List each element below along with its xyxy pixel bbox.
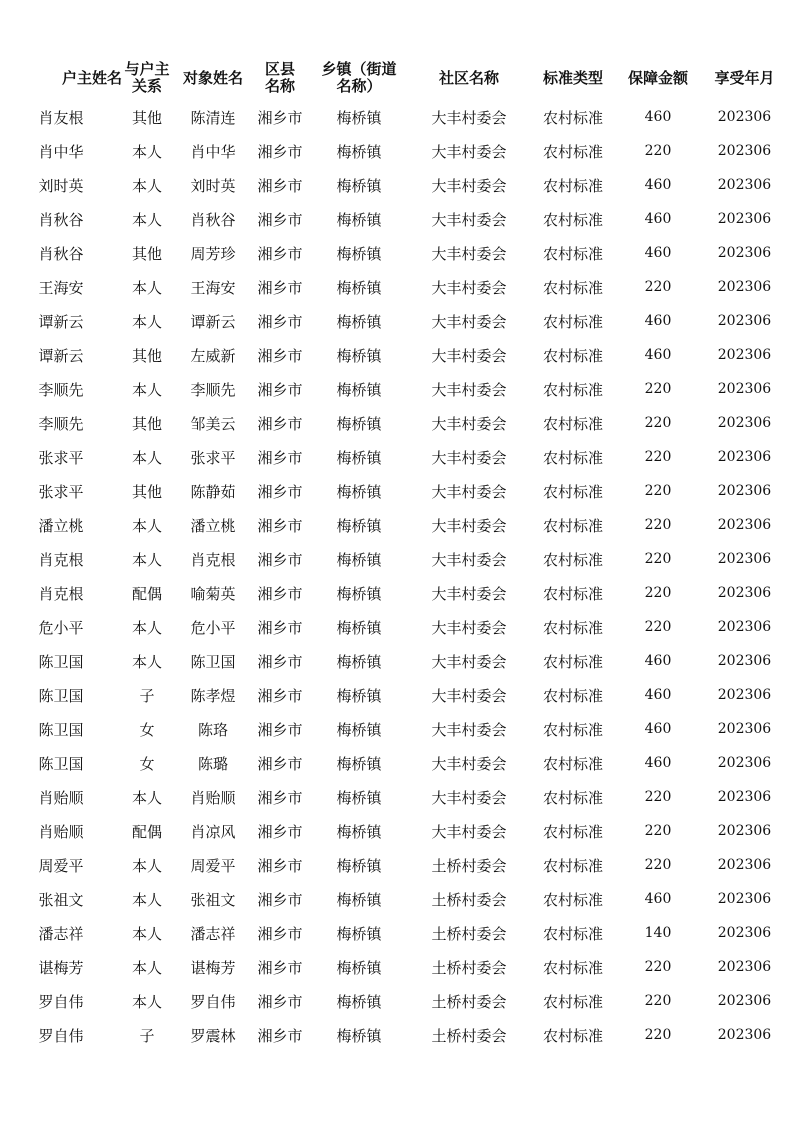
cell-beneficiary-name: 张祖文 (190, 890, 236, 909)
cell-benefit-month: 202306 (717, 687, 772, 703)
cell-household-head-name: 张求平 (38, 448, 84, 467)
cell-household-head-name: 肖友根 (38, 108, 84, 127)
cell-benefit-month: 202306 (717, 959, 772, 975)
cell-benefit-month: 202306 (717, 1027, 772, 1043)
cell-relation-to-head: 本人 (131, 312, 162, 331)
cell-standard-type: 农村标准 (542, 686, 603, 705)
cell-relation-to-head: 其他 (131, 346, 162, 365)
cell-township-name: 梅桥镇 (336, 720, 382, 739)
cell-benefit-amount: 220 (644, 143, 672, 159)
cell-county-name: 湘乡市 (257, 754, 303, 773)
column-header-relation-to-head: 与户主 关系 (124, 60, 170, 95)
cell-benefit-month: 202306 (717, 721, 772, 737)
cell-standard-type: 农村标准 (542, 584, 603, 603)
column-header-community-name: 社区名称 (438, 68, 499, 87)
table-row (0, 712, 793, 746)
cell-standard-type: 农村标准 (542, 210, 603, 229)
cell-county-name: 湘乡市 (257, 618, 303, 637)
cell-beneficiary-name: 肖凉风 (190, 822, 236, 841)
cell-community-name: 大丰村委会 (431, 720, 507, 739)
cell-benefit-month: 202306 (717, 619, 772, 635)
cell-county-name: 湘乡市 (257, 686, 303, 705)
cell-community-name: 大丰村委会 (431, 652, 507, 671)
cell-household-head-name: 罗自伟 (38, 992, 84, 1011)
table-row (0, 304, 793, 338)
cell-township-name: 梅桥镇 (336, 108, 382, 127)
cell-beneficiary-name: 左威新 (190, 346, 236, 365)
table-row (0, 372, 793, 406)
cell-household-head-name: 李顺先 (38, 414, 84, 433)
cell-standard-type: 农村标准 (542, 822, 603, 841)
table-row (0, 746, 793, 780)
cell-county-name: 湘乡市 (257, 380, 303, 399)
cell-benefit-amount: 460 (644, 891, 672, 907)
cell-beneficiary-name: 陈珞 (197, 720, 228, 739)
cell-beneficiary-name: 肖贻顺 (190, 788, 236, 807)
cell-community-name: 大丰村委会 (431, 788, 507, 807)
table-row (0, 202, 793, 236)
cell-county-name: 湘乡市 (257, 1026, 303, 1045)
cell-household-head-name: 周爱平 (38, 856, 84, 875)
cell-household-head-name: 谭新云 (38, 312, 84, 331)
cell-county-name: 湘乡市 (257, 448, 303, 467)
cell-benefit-amount: 220 (644, 1027, 672, 1043)
cell-benefit-amount: 140 (644, 925, 672, 941)
cell-household-head-name: 肖贻顺 (38, 822, 84, 841)
cell-benefit-amount: 460 (644, 721, 672, 737)
cell-county-name: 湘乡市 (257, 788, 303, 807)
cell-standard-type: 农村标准 (542, 856, 603, 875)
cell-relation-to-head: 配偶 (131, 822, 162, 841)
cell-standard-type: 农村标准 (542, 924, 603, 943)
cell-community-name: 土桥村委会 (431, 958, 507, 977)
table-row (0, 236, 793, 270)
cell-standard-type: 农村标准 (542, 482, 603, 501)
table-row (0, 576, 793, 610)
cell-standard-type: 农村标准 (542, 992, 603, 1011)
cell-beneficiary-name: 陈卫国 (190, 652, 236, 671)
cell-benefit-amount: 220 (644, 517, 672, 533)
cell-beneficiary-name: 罗震林 (190, 1026, 236, 1045)
cell-beneficiary-name: 李顺先 (190, 380, 236, 399)
cell-county-name: 湘乡市 (257, 516, 303, 535)
cell-benefit-month: 202306 (717, 789, 772, 805)
cell-relation-to-head: 本人 (131, 448, 162, 467)
cell-county-name: 湘乡市 (257, 550, 303, 569)
cell-household-head-name: 肖中华 (38, 142, 84, 161)
cell-relation-to-head: 本人 (131, 176, 162, 195)
cell-community-name: 大丰村委会 (431, 550, 507, 569)
cell-relation-to-head: 本人 (131, 142, 162, 161)
cell-benefit-amount: 220 (644, 619, 672, 635)
cell-household-head-name: 肖克根 (38, 550, 84, 569)
cell-community-name: 大丰村委会 (431, 142, 507, 161)
cell-township-name: 梅桥镇 (336, 244, 382, 263)
cell-beneficiary-name: 刘时英 (190, 176, 236, 195)
cell-relation-to-head: 其他 (131, 482, 162, 501)
cell-county-name: 湘乡市 (257, 312, 303, 331)
cell-benefit-amount: 460 (644, 245, 672, 261)
cell-community-name: 大丰村委会 (431, 210, 507, 229)
cell-township-name: 梅桥镇 (336, 856, 382, 875)
table-body (0, 100, 793, 1052)
cell-benefit-month: 202306 (717, 755, 772, 771)
cell-community-name: 大丰村委会 (431, 686, 507, 705)
cell-relation-to-head: 本人 (131, 992, 162, 1011)
cell-community-name: 土桥村委会 (431, 856, 507, 875)
cell-county-name: 湘乡市 (257, 890, 303, 909)
cell-standard-type: 农村标准 (542, 278, 603, 297)
cell-county-name: 湘乡市 (257, 822, 303, 841)
cell-benefit-amount: 220 (644, 483, 672, 499)
cell-standard-type: 农村标准 (542, 516, 603, 535)
cell-county-name: 湘乡市 (257, 720, 303, 739)
cell-standard-type: 农村标准 (542, 1026, 603, 1045)
cell-community-name: 大丰村委会 (431, 754, 507, 773)
cell-county-name: 湘乡市 (257, 278, 303, 297)
cell-household-head-name: 陈卫国 (38, 754, 84, 773)
cell-relation-to-head: 子 (139, 1026, 155, 1045)
cell-beneficiary-name: 周芳珍 (190, 244, 236, 263)
cell-relation-to-head: 本人 (131, 618, 162, 637)
cell-relation-to-head: 子 (139, 686, 155, 705)
cell-household-head-name: 刘时英 (38, 176, 84, 195)
cell-county-name: 湘乡市 (257, 856, 303, 875)
cell-relation-to-head: 女 (139, 720, 155, 739)
cell-standard-type: 农村标准 (542, 958, 603, 977)
cell-beneficiary-name: 危小平 (190, 618, 236, 637)
table-row (0, 678, 793, 712)
cell-community-name: 大丰村委会 (431, 414, 507, 433)
cell-community-name: 大丰村委会 (431, 516, 507, 535)
column-header-benefit-amount: 保障金额 (627, 68, 688, 87)
cell-beneficiary-name: 王海安 (190, 278, 236, 297)
cell-relation-to-head: 本人 (131, 890, 162, 909)
cell-standard-type: 农村标准 (542, 346, 603, 365)
cell-standard-type: 农村标准 (542, 108, 603, 127)
cell-community-name: 大丰村委会 (431, 108, 507, 127)
column-header-beneficiary-name: 对象姓名 (182, 68, 243, 87)
cell-community-name: 土桥村委会 (431, 992, 507, 1011)
cell-community-name: 大丰村委会 (431, 244, 507, 263)
cell-county-name: 湘乡市 (257, 584, 303, 603)
cell-household-head-name: 陈卫国 (38, 652, 84, 671)
cell-county-name: 湘乡市 (257, 958, 303, 977)
cell-township-name: 梅桥镇 (336, 890, 382, 909)
cell-beneficiary-name: 周爱平 (190, 856, 236, 875)
cell-benefit-amount: 460 (644, 347, 672, 363)
cell-beneficiary-name: 喻菊英 (190, 584, 236, 603)
cell-standard-type: 农村标准 (542, 414, 603, 433)
table-row (0, 882, 793, 916)
cell-township-name: 梅桥镇 (336, 176, 382, 195)
cell-county-name: 湘乡市 (257, 652, 303, 671)
column-header-benefit-month: 享受年月 (714, 68, 775, 87)
column-header-standard-type: 标准类型 (542, 68, 603, 87)
cell-beneficiary-name: 邹美云 (190, 414, 236, 433)
cell-household-head-name: 潘立桃 (38, 516, 84, 535)
cell-benefit-month: 202306 (717, 177, 772, 193)
cell-community-name: 大丰村委会 (431, 312, 507, 331)
cell-township-name: 梅桥镇 (336, 584, 382, 603)
cell-benefit-month: 202306 (717, 449, 772, 465)
cell-township-name: 梅桥镇 (336, 380, 382, 399)
column-header-county-name: 区县 名称 (264, 60, 295, 95)
cell-township-name: 梅桥镇 (336, 924, 382, 943)
cell-beneficiary-name: 肖秋谷 (190, 210, 236, 229)
cell-benefit-month: 202306 (717, 313, 772, 329)
cell-standard-type: 农村标准 (542, 550, 603, 569)
cell-benefit-month: 202306 (717, 585, 772, 601)
cell-relation-to-head: 本人 (131, 516, 162, 535)
cell-community-name: 大丰村委会 (431, 380, 507, 399)
cell-beneficiary-name: 谌梅芳 (190, 958, 236, 977)
table-row (0, 644, 793, 678)
cell-community-name: 土桥村委会 (431, 890, 507, 909)
cell-township-name: 梅桥镇 (336, 958, 382, 977)
cell-benefit-month: 202306 (717, 483, 772, 499)
table-row (0, 848, 793, 882)
table-row (0, 440, 793, 474)
cell-relation-to-head: 其他 (131, 108, 162, 127)
cell-township-name: 梅桥镇 (336, 788, 382, 807)
cell-household-head-name: 陈卫国 (38, 686, 84, 705)
cell-community-name: 大丰村委会 (431, 176, 507, 195)
cell-benefit-month: 202306 (717, 857, 772, 873)
table-row (0, 474, 793, 508)
cell-township-name: 梅桥镇 (336, 448, 382, 467)
cell-beneficiary-name: 潘立桃 (190, 516, 236, 535)
cell-community-name: 土桥村委会 (431, 1026, 507, 1045)
table-row (0, 1018, 793, 1052)
cell-standard-type: 农村标准 (542, 448, 603, 467)
cell-household-head-name: 肖克根 (38, 584, 84, 603)
cell-relation-to-head: 本人 (131, 924, 162, 943)
cell-county-name: 湘乡市 (257, 992, 303, 1011)
cell-township-name: 梅桥镇 (336, 482, 382, 501)
cell-community-name: 大丰村委会 (431, 618, 507, 637)
cell-standard-type: 农村标准 (542, 720, 603, 739)
cell-community-name: 土桥村委会 (431, 924, 507, 943)
cell-county-name: 湘乡市 (257, 210, 303, 229)
cell-benefit-amount: 220 (644, 381, 672, 397)
cell-standard-type: 农村标准 (542, 618, 603, 637)
cell-benefit-amount: 220 (644, 823, 672, 839)
cell-household-head-name: 张祖文 (38, 890, 84, 909)
cell-beneficiary-name: 陈清连 (190, 108, 236, 127)
cell-relation-to-head: 本人 (131, 380, 162, 399)
table-row (0, 168, 793, 202)
cell-benefit-month: 202306 (717, 143, 772, 159)
cell-county-name: 湘乡市 (257, 244, 303, 263)
cell-household-head-name: 王海安 (38, 278, 84, 297)
table-row (0, 984, 793, 1018)
column-header-township-name: 乡镇（街道 名称） (321, 60, 397, 95)
cell-relation-to-head: 本人 (131, 210, 162, 229)
cell-benefit-month: 202306 (717, 347, 772, 363)
cell-township-name: 梅桥镇 (336, 210, 382, 229)
cell-benefit-amount: 220 (644, 279, 672, 295)
cell-benefit-month: 202306 (717, 279, 772, 295)
cell-relation-to-head: 其他 (131, 414, 162, 433)
header-row (0, 56, 793, 100)
cell-township-name: 梅桥镇 (336, 1026, 382, 1045)
cell-township-name: 梅桥镇 (336, 992, 382, 1011)
table-row (0, 270, 793, 304)
cell-relation-to-head: 本人 (131, 856, 162, 875)
cell-benefit-month: 202306 (717, 109, 772, 125)
cell-household-head-name: 危小平 (38, 618, 84, 637)
cell-benefit-amount: 220 (644, 857, 672, 873)
cell-county-name: 湘乡市 (257, 142, 303, 161)
cell-community-name: 大丰村委会 (431, 482, 507, 501)
cell-household-head-name: 陈卫国 (38, 720, 84, 739)
table-row (0, 508, 793, 542)
cell-beneficiary-name: 谭新云 (190, 312, 236, 331)
cell-benefit-amount: 220 (644, 551, 672, 567)
cell-relation-to-head: 本人 (131, 278, 162, 297)
cell-household-head-name: 谌梅芳 (38, 958, 84, 977)
cell-county-name: 湘乡市 (257, 346, 303, 365)
cell-benefit-month: 202306 (717, 381, 772, 397)
table-row (0, 100, 793, 134)
table-row (0, 134, 793, 168)
cell-benefit-amount: 220 (644, 415, 672, 431)
cell-relation-to-head: 本人 (131, 788, 162, 807)
cell-beneficiary-name: 肖中华 (190, 142, 236, 161)
cell-standard-type: 农村标准 (542, 244, 603, 263)
cell-county-name: 湘乡市 (257, 924, 303, 943)
cell-township-name: 梅桥镇 (336, 822, 382, 841)
table-row (0, 610, 793, 644)
cell-benefit-month: 202306 (717, 993, 772, 1009)
cell-township-name: 梅桥镇 (336, 618, 382, 637)
cell-household-head-name: 李顺先 (38, 380, 84, 399)
cell-relation-to-head: 本人 (131, 550, 162, 569)
cell-relation-to-head: 其他 (131, 244, 162, 263)
cell-benefit-month: 202306 (717, 551, 772, 567)
cell-household-head-name: 肖贻顺 (38, 788, 84, 807)
cell-county-name: 湘乡市 (257, 414, 303, 433)
cell-township-name: 梅桥镇 (336, 516, 382, 535)
cell-benefit-amount: 220 (644, 993, 672, 1009)
cell-relation-to-head: 本人 (131, 958, 162, 977)
cell-benefit-amount: 460 (644, 313, 672, 329)
cell-household-head-name: 罗自伟 (38, 1026, 84, 1045)
cell-benefit-amount: 460 (644, 755, 672, 771)
cell-benefit-amount: 220 (644, 789, 672, 805)
table-row (0, 916, 793, 950)
cell-standard-type: 农村标准 (542, 380, 603, 399)
cell-township-name: 梅桥镇 (336, 278, 382, 297)
cell-community-name: 大丰村委会 (431, 346, 507, 365)
cell-standard-type: 农村标准 (542, 142, 603, 161)
cell-standard-type: 农村标准 (542, 890, 603, 909)
cell-township-name: 梅桥镇 (336, 312, 382, 331)
cell-benefit-month: 202306 (717, 891, 772, 907)
table-row (0, 406, 793, 440)
cell-community-name: 大丰村委会 (431, 278, 507, 297)
table-row (0, 780, 793, 814)
cell-relation-to-head: 女 (139, 754, 155, 773)
cell-benefit-amount: 460 (644, 109, 672, 125)
cell-household-head-name: 肖秋谷 (38, 244, 84, 263)
cell-household-head-name: 肖秋谷 (38, 210, 84, 229)
cell-township-name: 梅桥镇 (336, 686, 382, 705)
cell-beneficiary-name: 潘志祥 (190, 924, 236, 943)
table-row (0, 338, 793, 372)
cell-township-name: 梅桥镇 (336, 142, 382, 161)
cell-benefit-month: 202306 (717, 415, 772, 431)
cell-beneficiary-name: 张求平 (190, 448, 236, 467)
table-row (0, 950, 793, 984)
cell-household-head-name: 潘志祥 (38, 924, 84, 943)
cell-standard-type: 农村标准 (542, 176, 603, 195)
cell-relation-to-head: 配偶 (131, 584, 162, 603)
cell-township-name: 梅桥镇 (336, 754, 382, 773)
benefit-table (0, 56, 793, 1052)
cell-county-name: 湘乡市 (257, 176, 303, 195)
cell-beneficiary-name: 陈静茹 (190, 482, 236, 501)
cell-township-name: 梅桥镇 (336, 346, 382, 365)
cell-benefit-month: 202306 (717, 245, 772, 261)
cell-household-head-name: 张求平 (38, 482, 84, 501)
cell-beneficiary-name: 罗自伟 (190, 992, 236, 1011)
cell-benefit-amount: 460 (644, 177, 672, 193)
cell-household-head-name: 谭新云 (38, 346, 84, 365)
cell-standard-type: 农村标准 (542, 754, 603, 773)
table-row (0, 542, 793, 576)
cell-benefit-amount: 220 (644, 449, 672, 465)
cell-township-name: 梅桥镇 (336, 550, 382, 569)
cell-community-name: 大丰村委会 (431, 822, 507, 841)
cell-beneficiary-name: 陈孝煜 (190, 686, 236, 705)
cell-benefit-month: 202306 (717, 823, 772, 839)
cell-beneficiary-name: 肖克根 (190, 550, 236, 569)
cell-beneficiary-name: 陈璐 (197, 754, 228, 773)
cell-benefit-month: 202306 (717, 653, 772, 669)
cell-benefit-month: 202306 (717, 211, 772, 227)
column-header-household-head-name: 户主姓名 (61, 68, 122, 87)
cell-benefit-month: 202306 (717, 925, 772, 941)
cell-benefit-amount: 460 (644, 211, 672, 227)
cell-county-name: 湘乡市 (257, 108, 303, 127)
cell-standard-type: 农村标准 (542, 652, 603, 671)
cell-relation-to-head: 本人 (131, 652, 162, 671)
cell-community-name: 大丰村委会 (431, 448, 507, 467)
cell-benefit-month: 202306 (717, 517, 772, 533)
cell-benefit-amount: 460 (644, 653, 672, 669)
table-row (0, 814, 793, 848)
cell-standard-type: 农村标准 (542, 788, 603, 807)
cell-standard-type: 农村标准 (542, 312, 603, 331)
cell-county-name: 湘乡市 (257, 482, 303, 501)
cell-benefit-amount: 220 (644, 959, 672, 975)
cell-township-name: 梅桥镇 (336, 414, 382, 433)
cell-benefit-amount: 220 (644, 585, 672, 601)
cell-township-name: 梅桥镇 (336, 652, 382, 671)
cell-benefit-amount: 460 (644, 687, 672, 703)
cell-community-name: 大丰村委会 (431, 584, 507, 603)
